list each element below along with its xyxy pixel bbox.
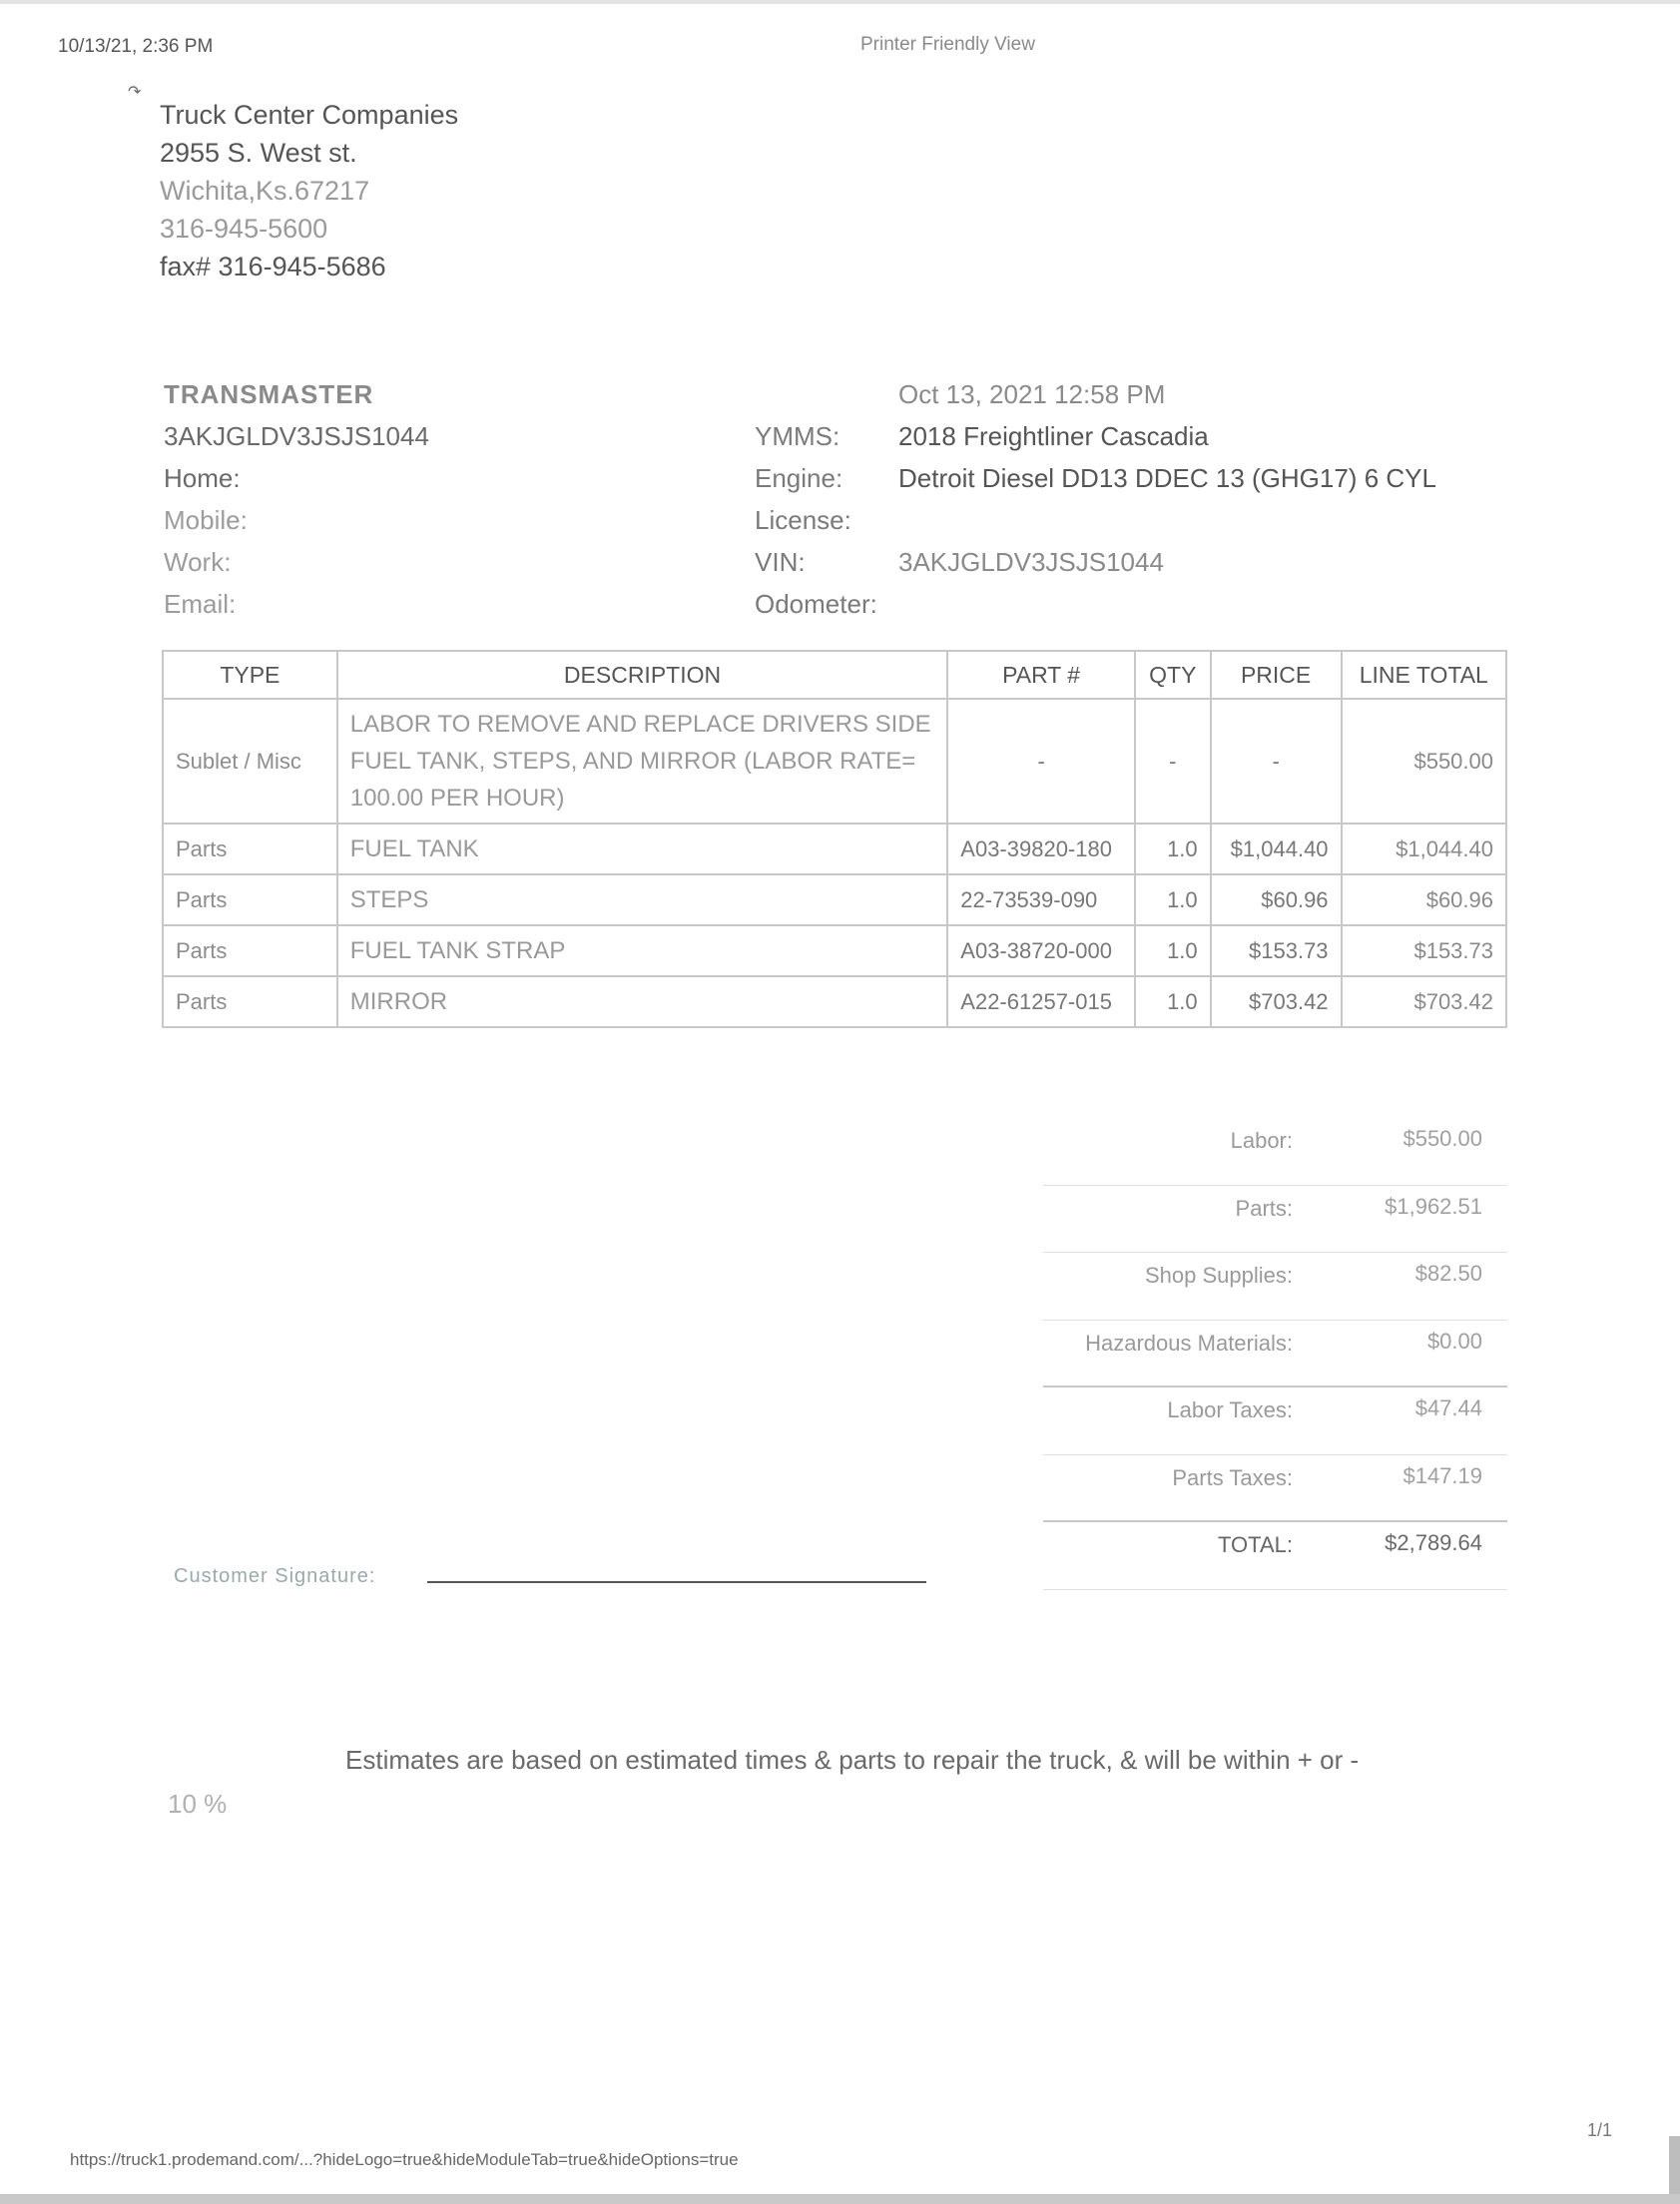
cell-price: $703.42 — [1211, 976, 1342, 1027]
labor-taxes-value: $47.44 — [1414, 1395, 1482, 1420]
labor-taxes-label: Labor Taxes: — [1167, 1397, 1293, 1422]
cell-price: $153.73 — [1211, 925, 1342, 976]
estimate-date: Oct 13, 2021 12:58 PM — [898, 379, 1166, 409]
page-bottom-border — [0, 2194, 1680, 2204]
engine-value: Detroit Diesel DD13 DDEC 13 (GHG17) 6 CYL — [898, 463, 1436, 493]
col-description: DESCRIPTION — [337, 651, 948, 699]
table-row — [163, 824, 1506, 874]
parts-label: Parts: — [1235, 1195, 1293, 1221]
table-row — [163, 976, 1506, 1027]
cell-qty: - — [1135, 699, 1211, 824]
cell-line-total: $60.96 — [1342, 874, 1506, 925]
license-label: License: — [755, 505, 851, 535]
parts-taxes-value: $147.19 — [1402, 1462, 1482, 1488]
shop-supplies-row — [1043, 1253, 1507, 1321]
cell-part: A22-61257-015 — [947, 976, 1135, 1027]
email-label: Email: — [164, 589, 237, 619]
customer-name: TRANSMASTER — [164, 379, 374, 409]
parts-row — [1043, 1186, 1507, 1254]
labor-taxes-row — [1043, 1387, 1507, 1455]
col-line-total: LINE TOTAL — [1342, 651, 1506, 699]
engine-label: Engine: — [755, 463, 843, 493]
table-header-row — [163, 651, 1506, 699]
company-address: 2955 S. West st. — [160, 138, 357, 168]
vehicle-labels — [755, 373, 877, 625]
table-row — [163, 874, 1506, 925]
shop-supplies-label: Shop Supplies: — [1145, 1263, 1293, 1288]
estimate-note-tail: 10 % — [168, 1789, 228, 1819]
company-block — [160, 96, 458, 285]
cell-price: - — [1211, 699, 1342, 824]
cell-description: FUEL TANK — [337, 824, 948, 874]
cell-price: $1,044.40 — [1211, 824, 1342, 874]
total-value: $2,789.64 — [1385, 1530, 1482, 1555]
cell-line-total: $153.73 — [1342, 925, 1506, 976]
company-phone: 316-945-5600 — [160, 214, 328, 244]
parts-taxes-label: Parts Taxes: — [1172, 1464, 1293, 1490]
footer-page-number: 1/1 — [1587, 2120, 1613, 2140]
cell-part: 22-73539-090 — [947, 874, 1135, 925]
vehicle-values — [898, 373, 1436, 583]
parts-taxes-row — [1043, 1455, 1507, 1523]
page-title: Printer Friendly View — [860, 34, 1035, 55]
cell-part: - — [947, 699, 1135, 824]
ymms-value: 2018 Freightliner Cascadia — [898, 421, 1209, 451]
signature-line[interactable] — [427, 1581, 926, 1583]
table-row — [163, 699, 1506, 824]
total-row — [1043, 1522, 1507, 1590]
customer-id: 3AKJGLDV3JSJS1044 — [164, 421, 429, 451]
cell-qty: 1.0 — [1135, 976, 1211, 1027]
line-items-table — [162, 650, 1507, 1028]
arrow-mark-icon: ↷ — [128, 84, 142, 101]
cell-description: FUEL TANK STRAP — [337, 925, 948, 976]
company-city: Wichita,Ks.67217 — [160, 176, 370, 206]
cell-part: A03-38720-000 — [947, 925, 1135, 976]
company-fax: fax# 316-945-5686 — [160, 252, 386, 281]
cell-type: Parts — [163, 824, 337, 874]
cell-qty: 1.0 — [1135, 925, 1211, 976]
cell-type: Sublet / Misc — [163, 699, 337, 824]
footer-url: https://truck1.prodemand.com/...?hideLogo=true&hideModuleTab=true&hideOptions=true — [70, 2150, 739, 2169]
table-row — [163, 925, 1506, 976]
cell-type: Parts — [163, 976, 337, 1027]
hazardous-row — [1043, 1321, 1507, 1388]
col-type: TYPE — [163, 651, 337, 699]
cell-line-total: $550.00 — [1342, 699, 1506, 824]
cell-qty: 1.0 — [1135, 824, 1211, 874]
ymms-label: YMMS: — [755, 421, 840, 451]
cell-type: Parts — [163, 925, 337, 976]
work-label: Work: — [164, 547, 232, 577]
company-name: Truck Center Companies — [160, 100, 459, 130]
total-label: TOTAL: — [1218, 1532, 1293, 1557]
labor-label: Labor: — [1230, 1128, 1293, 1153]
labor-row — [1043, 1118, 1507, 1186]
col-part: PART # — [947, 651, 1135, 699]
print-timestamp: 10/13/21, 2:36 PM — [58, 36, 214, 57]
cell-price: $60.96 — [1211, 874, 1342, 925]
mobile-label: Mobile: — [164, 505, 248, 535]
parts-value: $1,962.51 — [1385, 1193, 1482, 1219]
customer-block — [164, 373, 429, 625]
hazardous-label: Hazardous Materials: — [1085, 1330, 1293, 1356]
cell-qty: 1.0 — [1135, 874, 1211, 925]
col-price: PRICE — [1211, 651, 1342, 699]
vin-value: 3AKJGLDV3JSJS1044 — [898, 547, 1164, 577]
vin-label: VIN: — [755, 547, 806, 577]
odometer-label: Odometer: — [755, 589, 877, 619]
labor-value: $550.00 — [1402, 1126, 1482, 1151]
cell-description: LABOR TO REMOVE AND REPLACE DRIVERS SIDE FUEL TANK, STEPS, AND MIRROR (LABOR RATE= 100.00 PER HOUR) — [337, 699, 948, 824]
home-label: Home: — [164, 463, 241, 493]
totals-block — [1043, 1118, 1507, 1590]
cell-description: MIRROR — [337, 976, 948, 1027]
page-top-border — [0, 0, 1680, 4]
signature-label: Customer Signature: — [174, 1565, 376, 1587]
shop-supplies-value: $82.50 — [1414, 1261, 1482, 1286]
cell-line-total: $703.42 — [1342, 976, 1506, 1027]
col-qty: QTY — [1135, 651, 1211, 699]
cell-type: Parts — [163, 874, 337, 925]
cell-part: A03-39820-180 — [947, 824, 1135, 874]
hazardous-value: $0.00 — [1426, 1328, 1482, 1354]
estimate-note: Estimates are based on estimated times & parts to repair the truck, & will be within + or - — [345, 1745, 1360, 1775]
cell-line-total: $1,044.40 — [1342, 824, 1506, 874]
page-right-shadow — [1669, 2136, 1680, 2196]
cell-description: STEPS — [337, 874, 948, 925]
